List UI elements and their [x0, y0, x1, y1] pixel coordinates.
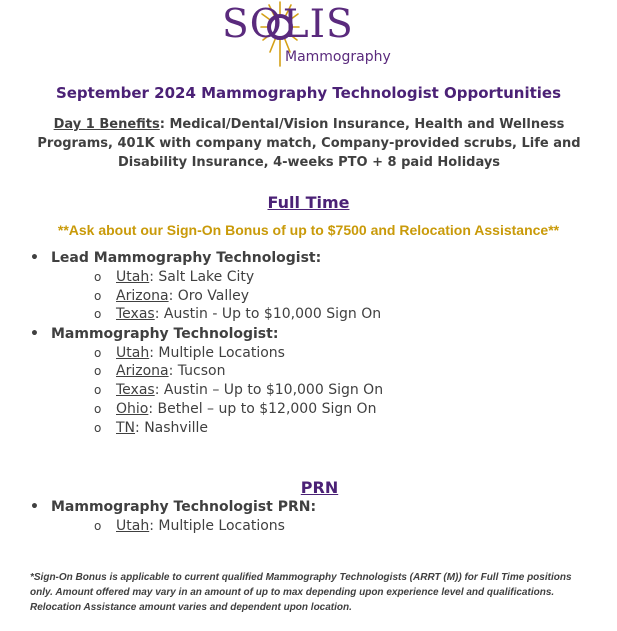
sub-bullet-icon: o	[94, 402, 102, 416]
footnote: *Sign-On Bonus is applicable to current qualified Mammography Technologists (ARRT (M)) for Full Time positions only. Amount offered may vary in an amount of up to max depending upon experience level and qualifications. Relocation Assistance amount varies and dependent upon location.	[30, 572, 572, 613]
location-detail: : Austin – Up to $10,000 Sign On	[154, 382, 384, 398]
prn-heading: PRN	[300, 478, 339, 497]
logo-brand: SOLIS	[222, 2, 354, 47]
list-item	[94, 382, 383, 398]
location-detail: : Nashville	[135, 420, 208, 436]
location-detail: : Oro Valley	[168, 288, 249, 304]
list-item	[94, 269, 254, 285]
benefits-paragraph	[26, 115, 592, 172]
role-label: Mammography Technologist PRN:	[51, 499, 317, 515]
sub-bullet-icon: o	[94, 519, 102, 533]
sub-bullet-icon: o	[94, 421, 102, 435]
full-time-heading: Full Time	[267, 193, 350, 212]
logo-subtitle: Mammography	[285, 49, 391, 65]
list-item	[94, 363, 226, 379]
role-bullet	[30, 250, 321, 266]
sub-bullet-icon: o	[94, 270, 102, 284]
bullet-icon: •	[30, 499, 39, 515]
role-bullet	[30, 326, 278, 342]
state-link[interactable]: Arizona	[116, 288, 169, 304]
page-title: September 2024 Mammography Technologist Opportunities	[55, 84, 562, 102]
state-link[interactable]: Texas	[116, 306, 155, 322]
state-link[interactable]: Ohio	[116, 401, 149, 417]
list-item	[94, 288, 249, 304]
solis-logo	[222, 0, 402, 70]
sub-bullet-icon: o	[94, 289, 102, 303]
sign-on-promo: **Ask about our Sign-On Bonus of up to $7500 and Relocation Assistance**	[57, 222, 560, 238]
benefits-text: : Medical/Dental/Vision Insurance, Health and Wellness Programs, 401K with company match, Company-provided scrubs, Life and Disability Insurance, 4-weeks PTO + 8 paid Holidays	[37, 117, 581, 170]
bullet-icon: •	[30, 326, 39, 342]
location-detail: : Multiple Locations	[149, 345, 285, 361]
location-detail: : Multiple Locations	[149, 518, 285, 534]
location-detail: : Austin - Up to $10,000 Sign On	[154, 306, 382, 322]
list-item	[94, 401, 376, 417]
list-item	[94, 306, 381, 322]
state-link[interactable]: Arizona	[116, 363, 169, 379]
sub-bullet-icon: o	[94, 346, 102, 360]
sub-bullet-icon: o	[94, 307, 102, 321]
sub-bullet-icon: o	[94, 383, 102, 397]
list-item	[94, 518, 285, 534]
list-item	[94, 345, 285, 361]
state-link[interactable]: Utah	[116, 269, 150, 285]
role-bullet	[30, 499, 316, 515]
state-link[interactable]: Texas	[116, 382, 155, 398]
location-detail: : Tucson	[168, 363, 226, 379]
state-link[interactable]: TN	[116, 420, 136, 436]
bullet-icon: •	[30, 250, 39, 266]
list-item	[94, 420, 208, 436]
state-link[interactable]: Utah	[116, 518, 150, 534]
sub-bullet-icon: o	[94, 364, 102, 378]
role-label: Lead Mammography Technologist:	[51, 250, 322, 266]
benefits-lead: Day 1 Benefits	[53, 117, 160, 132]
state-link[interactable]: Utah	[116, 345, 150, 361]
location-detail: : Bethel – up to $12,000 Sign On	[148, 401, 377, 417]
role-label: Mammography Technologist:	[51, 326, 279, 342]
location-detail: : Salt Lake City	[149, 269, 255, 285]
